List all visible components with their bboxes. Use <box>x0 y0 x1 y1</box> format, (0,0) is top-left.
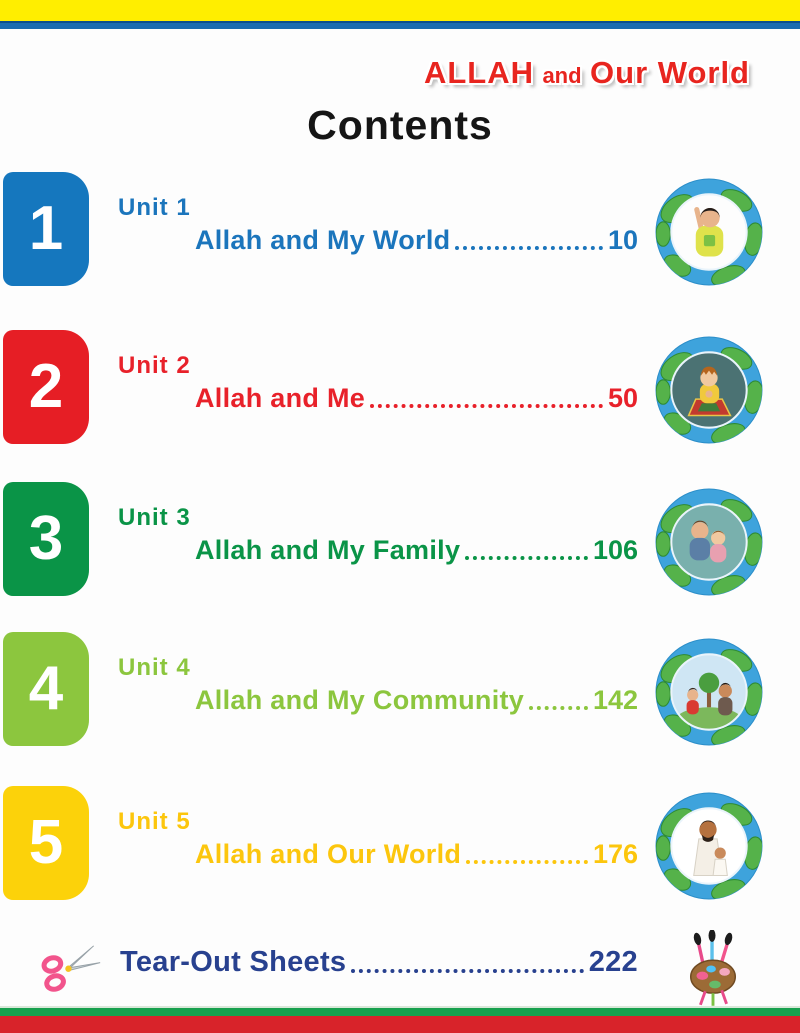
top-yellow-bar <box>0 0 800 21</box>
book-title-word: Our World <box>590 55 750 90</box>
page-title: Contents <box>307 102 493 148</box>
globe-boy-praying-illustration <box>655 336 763 444</box>
dotted-leader <box>351 969 583 973</box>
tear-out-title: Tear-Out Sheets <box>120 946 347 978</box>
dotted-leader <box>455 246 603 250</box>
unit-label: Unit 2 <box>118 352 191 379</box>
unit-title: Allah and My Community <box>195 685 525 715</box>
toc-line <box>120 946 638 979</box>
toc-line <box>195 839 638 870</box>
toc-entry-unit-2 <box>0 330 800 450</box>
unit-number-tile: 1 <box>3 172 89 286</box>
page-number: 142 <box>592 685 638 715</box>
book-title-word: ALLAH <box>423 55 534 90</box>
scissors-icon <box>34 938 108 1003</box>
book-title <box>424 55 750 91</box>
toc-line <box>195 225 638 256</box>
unit-label: Unit 3 <box>118 504 191 531</box>
unit-label: Unit 1 <box>118 194 191 221</box>
page-number: 176 <box>592 839 638 869</box>
unit-label: Unit 5 <box>118 808 191 835</box>
page-number: 10 <box>607 225 638 255</box>
toc-line <box>195 685 638 716</box>
page-number: 50 <box>607 383 638 413</box>
unit-title: Allah and My World <box>195 225 451 255</box>
page-number: 106 <box>592 535 638 565</box>
toc-line <box>195 535 638 566</box>
unit-number-tile: 3 <box>3 482 89 596</box>
unit-number-tile: 5 <box>3 786 89 900</box>
dotted-leader <box>465 556 588 560</box>
unit-title: Allah and Our World <box>195 839 462 869</box>
unit-label: Unit 4 <box>118 654 191 681</box>
unit-number-tile: 4 <box>3 632 89 746</box>
book-title-word: and <box>542 63 582 88</box>
dotted-leader <box>529 706 588 710</box>
globe-planting-tree-illustration <box>655 638 763 746</box>
unit-number-tile: 2 <box>3 330 89 444</box>
globe-family-illustration <box>655 488 763 596</box>
dotted-leader <box>466 860 588 864</box>
bottom-green-bar <box>0 1006 800 1016</box>
globe-man-and-child-illustration <box>655 792 763 900</box>
unit-title: Allah and Me <box>195 383 366 413</box>
toc-entry-unit-5 <box>0 786 800 906</box>
toc-entry-unit-4 <box>0 632 800 752</box>
toc-entry-unit-3 <box>0 482 800 602</box>
toc-entry-unit-1 <box>0 172 800 292</box>
page-number: 222 <box>588 946 638 978</box>
toc-entry-tear-out-sheets <box>0 928 800 1006</box>
unit-title: Allah and My Family <box>195 535 461 565</box>
toc-line <box>195 383 638 414</box>
globe-boy-pointing-illustration <box>655 178 763 286</box>
bottom-red-bar <box>0 1016 800 1033</box>
paint-palette-icon <box>682 930 744 1006</box>
top-blue-bar <box>0 21 800 29</box>
dotted-leader <box>370 404 603 408</box>
